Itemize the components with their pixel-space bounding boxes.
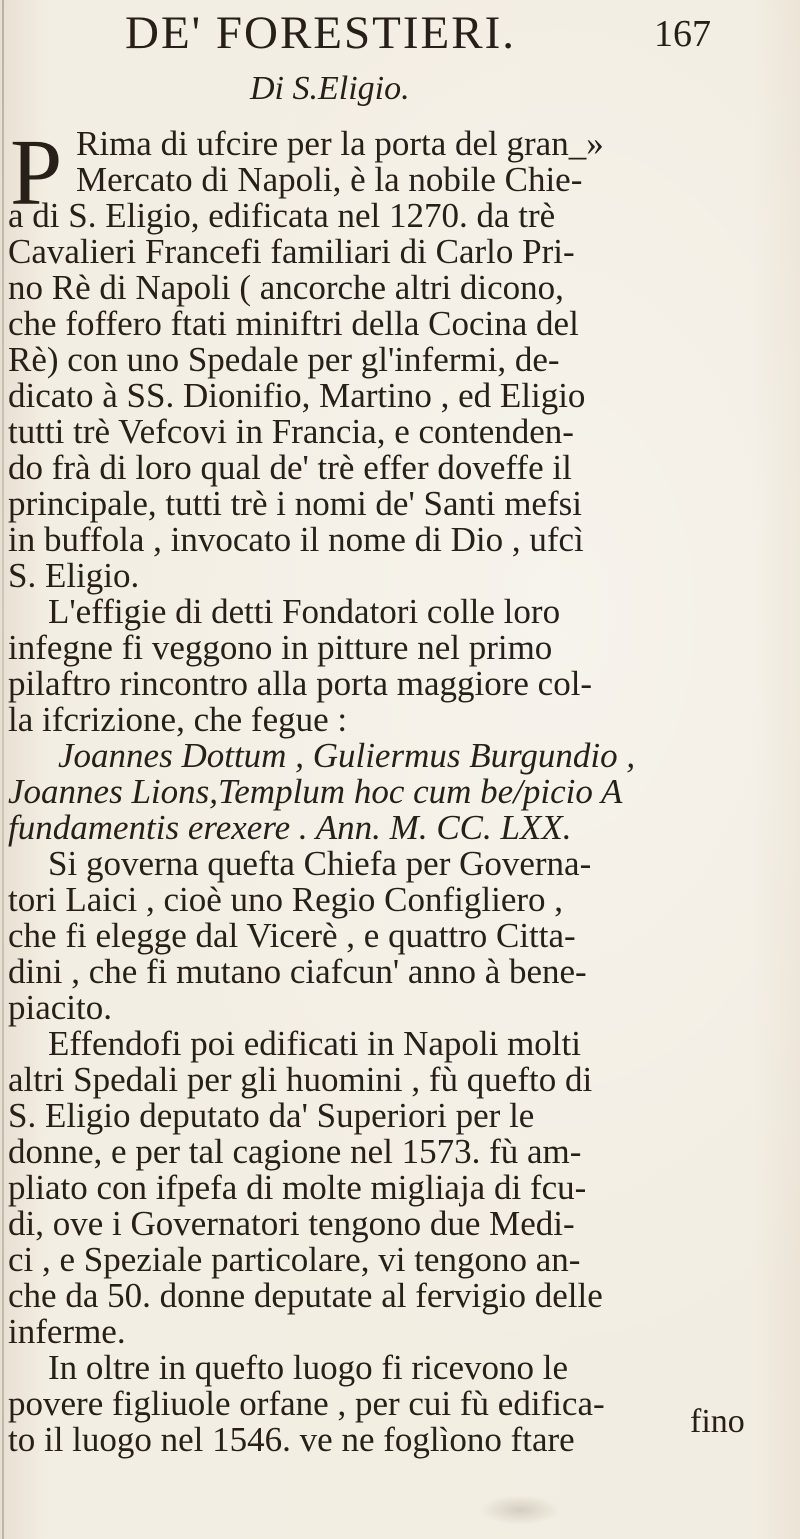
text-line: principale, tutti trè i nomi de' Santi mefsi — [8, 484, 582, 523]
running-title: DE' FORESTIERI. — [125, 7, 516, 59]
text-line: donne, e per tal cagione nel 1573. fù am- — [8, 1132, 582, 1171]
text-line: altri Spedali per gli huomini , fù quefto di — [8, 1060, 593, 1099]
text-line: L'effigie di detti Fondatori colle loro — [48, 592, 561, 631]
paper-smudge — [480, 1495, 560, 1525]
text-line: Mercato di Napoli, è la nobile Chie- — [76, 160, 583, 199]
text-line: Si governa quefta Chiefa per Governa- — [48, 844, 592, 883]
inscription-line: fundamentis erexere . Ann. M. CC. LXX. — [8, 808, 572, 847]
text-line: Rè) con uno Spedale per gl'infermi, de- — [8, 340, 560, 379]
text-line: di, ove i Governatori tengono due Medi- — [8, 1204, 575, 1243]
text-line: povere figliuole orfane , per cui fù edifica- — [8, 1384, 605, 1423]
text-line: do frà di loro qual de' trè effer doveffe il — [8, 448, 572, 487]
text-line: no Rè di Napoli ( ancorche altri dicono, — [8, 268, 564, 307]
text-line: In oltre in quefto luogo fi ricevono le — [48, 1348, 568, 1387]
text-line: dicato à SS. Dionifio, Martino , ed Eligio — [8, 376, 586, 415]
running-head — [0, 6, 800, 66]
text-line: to il luogo nel 1546. ve ne foglìono ftare — [8, 1420, 575, 1459]
text-line: Effendofi poi edificati in Napoli molti — [48, 1024, 581, 1063]
drop-cap: P — [10, 121, 63, 225]
text-line: la ifcrizione, che fegue : — [8, 700, 348, 739]
text-line: inferme. — [8, 1312, 126, 1351]
text-line: S. Eligio deputato da' Superiori per le — [8, 1096, 535, 1135]
text-line: dini , che fi mutano ciafcun' anno à bene- — [8, 952, 587, 991]
page-number: 167 — [654, 13, 711, 55]
catchword: fino — [690, 1403, 745, 1440]
inscription-line: Joannes Lions,Templum hoc cum be/picio A — [8, 772, 623, 811]
text-line: a di S. Eligio, edificata nel 1270. da trè — [8, 196, 556, 235]
text-line: pliato con ifpefa di molte migliaja di fcu- — [8, 1168, 587, 1207]
text-line: che da 50. donne deputate al fervigio delle — [8, 1276, 603, 1315]
text-line: che foffero ftati miniftri della Cocina del — [8, 304, 579, 343]
text-line: S. Eligio. — [8, 556, 140, 595]
text-line: in buffola , invocato il nome di Dio , ufcì — [8, 520, 584, 559]
text-line: che fi elegge dal Vicerè , e quattro Citta- — [8, 916, 576, 955]
text-line: ci , e Speziale particolare, vi tengono an- — [8, 1240, 581, 1279]
text-line: Cavalieri Francefi familiari di Carlo Pri- — [8, 232, 575, 271]
text-line: pilaftro rincontro alla porta maggiore col- — [8, 664, 593, 703]
text-line: Rima di ufcire per la porta del gran_» — [76, 124, 604, 163]
text-line: piacito. — [8, 988, 112, 1027]
text-line: tori Laici , cioè uno Regio Configliero , — [8, 880, 564, 919]
gutter-edge — [2, 0, 4, 1539]
section-heading: Di S.Eligio. — [250, 70, 410, 107]
text-line: tutti trè Vefcovi in Francia, e contenden- — [8, 412, 574, 451]
inscription-line: Joannes Dottum , Guliermus Burgundio , — [58, 736, 636, 775]
text-line: infegne fi veggono in pitture nel primo — [8, 628, 553, 667]
